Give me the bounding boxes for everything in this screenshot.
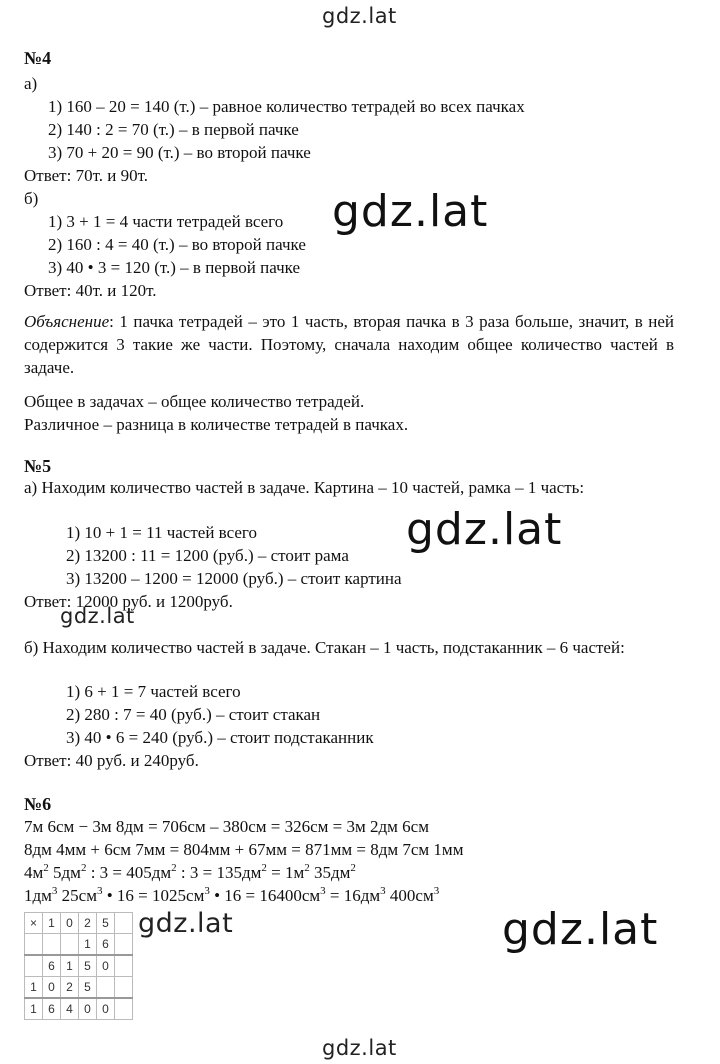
- task5-a-answer: Ответ: 12000 руб. и 1200руб.: [24, 592, 233, 611]
- watermark-top: gdz.lat: [322, 4, 397, 28]
- task4-a-answer: Ответ: 70т. и 90т.: [24, 166, 148, 185]
- task4-a-step: 2) 140 : 2 = 70 (т.) – в первой пачке: [48, 120, 299, 139]
- task6-line: $1дм^3$ $25см^3$ • $16 = 1025см^3$ • $16 = 16400см^3 = 16дм^3$ $400см^3$: [24, 885, 440, 905]
- task4-b-step: 2) 160 : 4 = 40 (т.) – во второй пачке: [48, 235, 306, 254]
- explanation-text: : 1 пачка тетрадей – это 1 часть, вторая пачка в 3 раза больше, значит, в ней содержится 3 такие же части. Поэтому, сначала находим общее количество частей в задаче.: [24, 312, 674, 377]
- watermark-bottom: gdz.lat: [322, 1036, 397, 1060]
- task4-b-answer: Ответ: 40т. и 120т.: [24, 281, 157, 300]
- task4-b-step: 1) 3 + 1 = 4 части тетрадей всего: [48, 212, 284, 231]
- calc-row: 1 6 4 0 0: [25, 998, 133, 1020]
- task6-line: $4м^2$ $5дм^2$ : $3 = 405дм^2$ : $3 = 135дм^2 = 1м^2$ $35дм^2$: [24, 862, 356, 882]
- task4-a-label: а): [24, 74, 38, 93]
- task4-a-step: 1) 160 – 20 = 140 (т.) – равное количество тетрадей во всех пачках: [48, 97, 525, 116]
- task5-b-step: 1) 6 + 1 = 7 частей всего: [66, 682, 241, 701]
- task4-b-step: 3) 40 • 3 = 120 (т.) – в первой пачке: [48, 258, 300, 277]
- task5-a-intro: а) Находим количество частей в задаче. Картина – 10 частей, рамка – 1 часть:: [24, 478, 585, 497]
- task4-explanation: [24, 310, 674, 379]
- task4-common: Общее в задачах – общее количество тетрадей.: [24, 392, 365, 411]
- task5-b-answer: Ответ: 40 руб. и 240руб.: [24, 751, 199, 770]
- explanation-label: Объяснение: [24, 312, 110, 331]
- task5-a-step: 1) 10 + 1 = 11 частей всего: [66, 523, 257, 542]
- watermark-small: gdz.lat: [60, 604, 135, 628]
- task4-a-step: 3) 70 + 20 = 90 (т.) – во второй пачке: [48, 143, 311, 162]
- task5-b-step: 2) 280 : 7 = 40 (руб.) – стоит стакан: [66, 705, 321, 724]
- task4-title: №4: [24, 48, 52, 68]
- task5-b-step: 3) 40 • 6 = 240 (руб.) – стоит подстаканник: [66, 728, 374, 747]
- watermark-large: gdz.lat: [502, 904, 659, 955]
- task4-different: Различное – разница в количестве тетрадей в пачках.: [24, 415, 409, 434]
- task6-line: 8дм 4мм + 6см 7мм = 804мм + 67мм = 871мм = 8дм 7см 1мм: [24, 840, 464, 859]
- watermark-large: gdz.lat: [332, 186, 489, 237]
- task5-a-step: 3) 13200 – 1200 = 12000 (руб.) – стоит картина: [66, 569, 402, 588]
- task5-b-intro: б) Находим количество частей в задаче. Стакан – 1 часть, подстаканник – 6 частей:: [24, 638, 625, 657]
- calc-row: × 1 0 2 5: [25, 913, 133, 934]
- calc-row: 1 0 2 5: [25, 977, 133, 999]
- calc-row: 1 6: [25, 934, 133, 956]
- task4-b-label: б): [24, 189, 39, 208]
- calc-row: 6 1 5 0: [25, 955, 133, 977]
- multiplication-table: [24, 912, 133, 1020]
- task5-title: №5: [24, 456, 52, 476]
- task6-line: 7м 6см − 3м 8дм = 706см – 380см = 326см = 3м 2дм 6см: [24, 817, 429, 836]
- watermark-small: gdz.lat: [138, 908, 234, 939]
- watermark-large: gdz.lat: [406, 504, 563, 555]
- task6-title: №6: [24, 794, 52, 814]
- task5-a-step: 2) 13200 : 11 = 1200 (руб.) – стоит рама: [66, 546, 349, 565]
